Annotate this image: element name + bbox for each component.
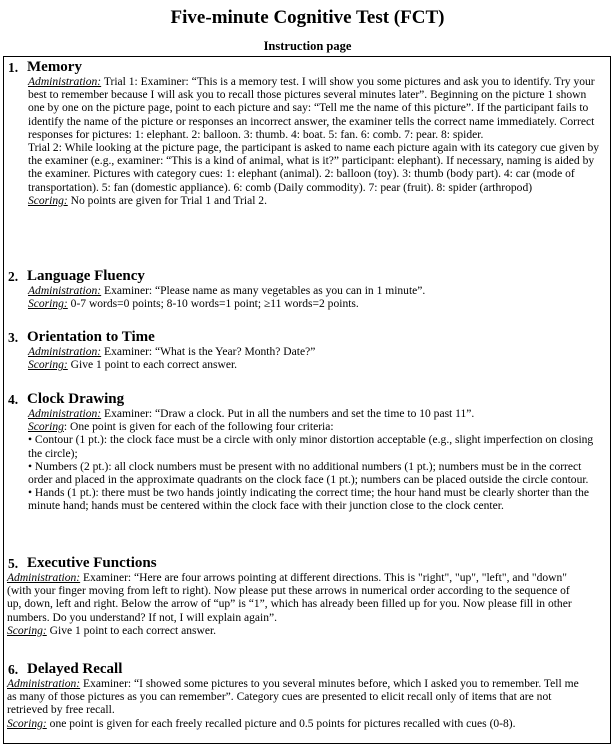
administration-paragraph — [28, 285, 600, 298]
scoring-text: Give 1 point to each correct answer. — [46, 624, 217, 637]
scoring-text: one point is given for each freely recalled picture and 0.5 points for pictures recalled with cues (0-8). — [46, 717, 516, 730]
section-number: 2. — [8, 269, 19, 284]
scoring-text: Give 1 point to each correct answer. — [67, 359, 238, 372]
scoring-paragraph — [7, 625, 579, 638]
administration-paragraph — [7, 678, 579, 718]
section-number: 6. — [8, 662, 19, 677]
administration-label: Administration: — [28, 346, 102, 358]
section-header — [4, 390, 610, 408]
section-executive-functions — [4, 554, 610, 638]
scoring-paragraph — [28, 195, 600, 208]
administration-label: Administration: — [28, 408, 102, 420]
scoring-paragraph — [28, 421, 600, 434]
section-title: Language Fluency — [27, 268, 145, 284]
administration-label: Administration: — [28, 76, 102, 88]
administration-paragraph — [28, 346, 600, 359]
section-language-fluency — [4, 267, 610, 311]
criterion-hands: • Hands (1 pt.): there must be two hands jointly indicating the correct time; the hour hand must be clearly shorter than the minute hand; hands must be centered within the clock face with their junction close to the clock center. — [28, 487, 590, 513]
scoring-paragraph — [28, 359, 600, 372]
administration-text: Examiner: “I showed some pictures to you several minutes before, which I asked you to remember. Tell me as many of those pictures as you can remember”. Category cues are presented to elicit recall only of items that are not retrieved by free recall. — [7, 678, 579, 717]
administration-paragraph — [28, 408, 600, 421]
section-header — [4, 328, 610, 346]
section-body — [28, 408, 600, 514]
section-number: 3. — [8, 330, 19, 345]
section-title: Orientation to Time — [27, 329, 155, 345]
administration-paragraph — [28, 76, 600, 142]
scoring-label: Scoring — [28, 421, 64, 434]
section-header — [4, 267, 610, 285]
scoring-paragraph — [7, 718, 579, 731]
section-number: 4. — [8, 392, 19, 407]
section-number: 5. — [8, 556, 19, 571]
section-body — [7, 572, 579, 638]
scoring-label: Scoring: — [7, 624, 47, 637]
scoring-label: Scoring: — [7, 717, 47, 730]
section-header — [4, 554, 610, 572]
section-orientation-to-time — [4, 328, 610, 372]
section-title: Delayed Recall — [27, 661, 123, 677]
scoring-label: Scoring: — [28, 298, 68, 311]
section-body — [28, 346, 600, 372]
section-body — [28, 76, 600, 208]
administration-text: Examiner: “Here are four arrows pointing at different directions. This is "right", "up", "left", and "down" (with your finger moving from left to right). Now please put these arrows in numerical order according to the sequence of up, down, left and right. Below the arrow of “up” is “1”, which has already been filled up for you. Now please fill in other numbers. Do you understand? If not, I will explain again”. — [7, 572, 572, 624]
administration-text: Examiner: “Please name as many vegetables as you can in 1 minute”. — [101, 285, 426, 297]
instructions-box — [3, 56, 611, 744]
section-clock-drawing — [4, 390, 610, 514]
scoring-text: No points are given for Trial 1 and Trial 2. — [67, 194, 267, 207]
scoring-paragraph — [28, 298, 600, 311]
section-header — [4, 660, 610, 678]
administration-text: Examiner: “What is the Year? Month? Date?” — [101, 346, 316, 358]
page-title: Five-minute Cognitive Test (FCT) — [170, 7, 445, 28]
section-memory — [4, 58, 610, 208]
criterion-contour: • Contour (1 pt.): the clock face must be a circle with only minor distortion acceptable (e.g., slight imperfection on closing the circle); — [28, 434, 594, 460]
scoring-text: : One point is given for each of the following four criteria: — [63, 421, 334, 434]
administration-text: Examiner: “Draw a clock. Put in all the numbers and set the time to 10 past 11”. — [101, 408, 475, 420]
section-delayed-recall — [4, 660, 610, 731]
section-header — [4, 58, 610, 76]
section-number: 1. — [8, 60, 19, 75]
section-title: Memory — [27, 59, 82, 75]
scoring-label: Scoring: — [28, 359, 68, 372]
criterion-numbers: • Numbers (2 pt.): all clock numbers must be present with no additional numbers (1 pt.); numbers must be in the correct order and placed in the approximate quadrants on the clock face (1 pt.); numbers can be placed outside the circle contour. — [28, 460, 589, 487]
administration-label: Administration: — [7, 572, 81, 584]
administration-label: Administration: — [7, 678, 81, 690]
scoring-text: 0-7 words=0 points; 8-10 words=1 point; ≥11 words=2 points. — [67, 298, 359, 311]
section-title: Clock Drawing — [27, 391, 125, 407]
administration-paragraph — [7, 572, 579, 625]
trial2-paragraph: Trial 2: While looking at the picture page, the participant is asked to name each picture again with its category cue given by the examiner (e.g., examiner: “This is a kind of animal, what is it?” participant: elephant). If necessary, naming is aided by the examiner. Pictures with category cues: 1: elephant (animal). 2: balloon (toy). 3: thumb (body part). 4: car (mode of transportation). 5: fan (domestic appliance). 6: comb (Daily commodity). 7: pear (fruit). 8: spider (arthropod) — [28, 142, 600, 194]
page-subtitle: Instruction page — [263, 39, 352, 53]
section-title: Executive Functions — [27, 555, 157, 571]
trial1-text: Trial 1: Examiner: “This is a memory test. I will show you some pictures and ask you to identify. Try your best to remember because I will ask you to recall those pictures several minutes later”. Beginning on the picture 1 shown one by one on the picture page, point to each picture and say: “Tell me the name of this picture”. If the participant fails to identify the name of the picture or responses an incorrect answer, the examiner tells the correct name immediately. Correct responses for pictures: 1: elephant. 2: balloon. 3: thumb. 4: boat. 5: fan. 6: comb. 7: pear. 8: spider. — [28, 76, 595, 141]
scoring-label: Scoring: — [28, 194, 68, 207]
section-body — [7, 678, 579, 731]
administration-label: Administration: — [28, 285, 102, 297]
section-body — [28, 285, 600, 311]
